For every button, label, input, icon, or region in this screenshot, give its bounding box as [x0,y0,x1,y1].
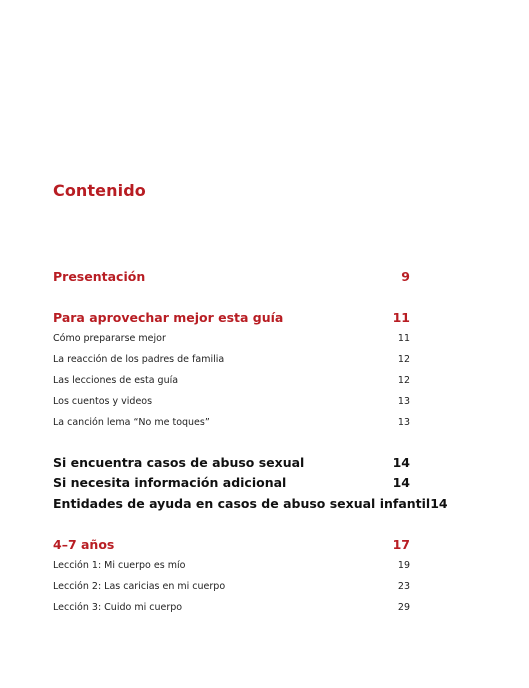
toc-entry-label: Lección 1: Mi cuerpo es mío [53,560,186,571]
toc-entry [53,455,410,470]
toc-entry-label: Presentación [53,269,146,284]
toc-entry [53,581,410,592]
toc-entry-label: Si encuentra casos de abuso sexual [53,455,305,470]
toc-entry-page: 12 [397,375,410,386]
toc-entry-page: 13 [397,417,410,428]
toc-entry [53,602,410,613]
toc-entry-page: 13 [397,396,410,407]
toc-entry [53,396,410,407]
toc-entry-label: Entidades de ayuda en casos de abuso sexual infantil [53,496,431,511]
toc-entry-label: Lección 2: Las caricias en mi cuerpo [53,581,226,592]
toc-entry-page: 14 [392,475,410,490]
toc-entry-label: Las lecciones de esta guía [53,375,179,386]
toc-entry-label: La canción lema “No me toques” [53,417,210,428]
toc-entry [53,417,410,428]
toc-entry-page: 14 [392,455,410,470]
toc-entry-page: 23 [397,581,410,592]
toc-entry-page: 19 [397,560,410,571]
toc-entry-label: 4–7 años [53,537,115,552]
toc-entry-label: Si necesita información adicional [53,475,287,490]
toc-entry-label: Cómo prepararse mejor [53,333,166,344]
toc-entry [53,354,410,365]
toc-entry [53,560,410,571]
toc-entry-page: 9 [401,269,410,284]
toc-entry [53,475,410,490]
toc-entry-label: Lección 3: Cuido mi cuerpo [53,602,183,613]
toc-entry-page: 12 [397,354,410,365]
toc-entry [53,333,410,344]
toc-entry-label: Los cuentos y videos [53,396,153,407]
toc-entry-page: 17 [392,537,410,552]
toc-entry-page: 11 [392,310,410,325]
toc-entry [53,310,410,325]
toc-entry-label: La reacción de los padres de familia [53,354,225,365]
toc-entry-page: 14 [430,496,448,511]
toc-entry [53,496,448,511]
toc-entry-page: 11 [397,333,410,344]
page-title: Contenido [53,181,146,200]
toc-entry [53,375,410,386]
toc-entry-page: 29 [397,602,410,613]
toc-entry [53,537,410,552]
toc-entry-label: Para aprovechar mejor esta guía [53,310,284,325]
toc-entry [53,269,410,284]
